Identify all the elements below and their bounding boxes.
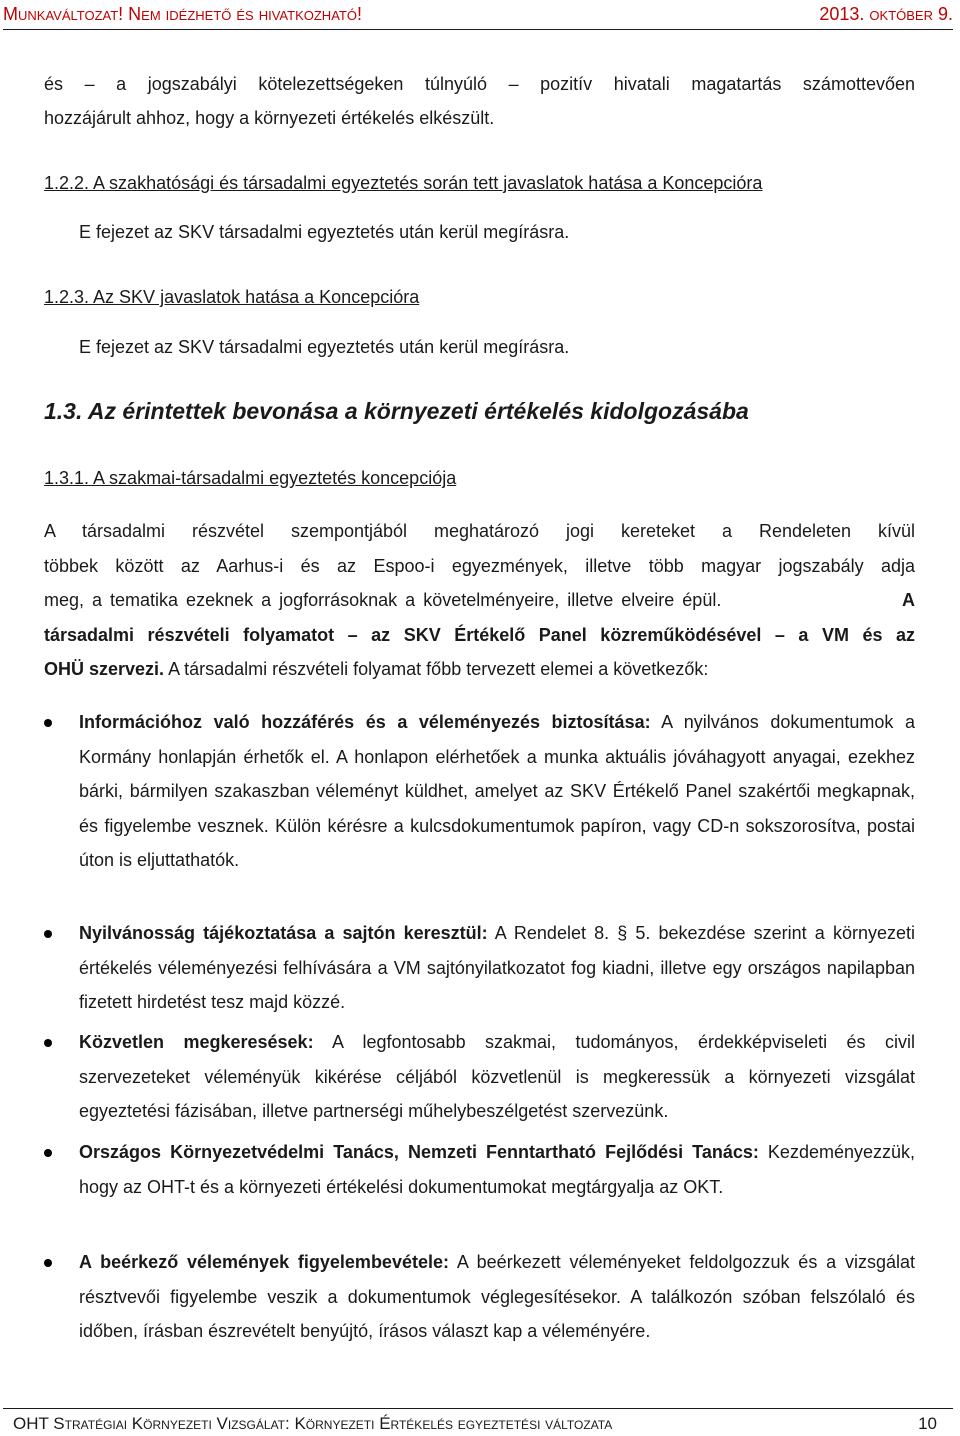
bullet-title: Nyilvánosság tájékoztatása a sajtón keresztül: [79, 923, 488, 943]
section-1-2-3-heading: 1.2.3. Az SKV javaslatok hatása a Koncepcióra [44, 287, 420, 307]
header-date: 2013. október 9. [819, 4, 953, 24]
bullet-title: Országos Környezetvédelmi Tanács, Nemzeti Fenntartható Fejlődési Tanács: [79, 1142, 759, 1162]
para-line-1: A társadalmi részvétel szempontjából meghatározó jogi kereteket a Rendeleten kívül [44, 521, 915, 541]
para-line-3-text: meg, a tematika ezeknek a jogforrásoknak a követelményeire, illetve elveire épül. [44, 590, 722, 610]
bullet-item-press [79, 916, 915, 1020]
intro-line-1: és – a jogszabályi kötelezettségeken túlnyúló – pozitív hivatali magatartás számottevően [44, 74, 915, 94]
bullet-dot [44, 1259, 52, 1267]
bullet-item-councils [79, 1135, 915, 1204]
section-1-2-2-heading: 1.2.2. A szakhatósági és társadalmi egyeztetés során tett javaslatok hatása a Koncepcióra [44, 173, 763, 193]
header-rule [3, 29, 953, 30]
bullet-item-direct-contact [79, 1025, 915, 1129]
bullet-title: Információhoz való hozzáférés és a véleményezés biztosítása: [79, 712, 651, 732]
bullet-title: A beérkező vélemények figyelembevétele: [79, 1252, 449, 1272]
bullet-item-access [79, 705, 915, 878]
bullet-dot [44, 1039, 52, 1047]
section-1-2-3-body: E fejezet az SKV társadalmi egyeztetés után kerül megírásra. [79, 337, 570, 357]
bullet-text: A nyilvános dokumentumok a Kormány honlapján érhetők el. A honlapon elérhetőek a munka aktuális jóváhagyott anyagai, ezekhez bárki, bármilyen szakaszban véleményt küldhet, amelyet az SKV Értékelő Panel szakértői megkapnak, és figyelembe vesznek. Külön kérésre a kulcsdokumentumok papíron, vagy CD-n sokszorosítva, postai úton is eljuttathatók. [79, 712, 915, 870]
footer-title: OHT Stratégiai Környezeti Vizsgálat: Környezeti Értékelés egyeztetési változata [13, 1414, 613, 1433]
bullet-item-feedback [79, 1245, 915, 1349]
section-1-3-heading: 1.3. Az érintettek bevonása a környezeti értékelés kidolgozásába [44, 398, 749, 424]
para-line-2: többek között az Aarhus-i és az Espoo-i egyezmények, illetve több magyar jogszabály adja [44, 556, 915, 576]
section-1-3-1-heading: 1.3.1. A szakmai-társadalmi egyeztetés koncepciója [44, 468, 457, 488]
bullet-title: Közvetlen megkeresések: [79, 1032, 314, 1052]
bullet-text: A beérkezett véleményeket feldolgozzuk és a vizsgálat résztvevői figyelembe veszik a dokumentumok véglegesítésekor. A találkozón szóban felszólaló és időben, írásban észrevételt benyújtó, írásos választ kap a véleményére. [79, 1252, 916, 1341]
bullet-text: A Rendelet 8. § 5. bekezdése szerint a környezeti értékelés véleményezési felhívására a VM sajtónyilatkozatot fog kiadni, illetve egy országos napilapban fizetett hirdetést tesz majd közzé. [79, 923, 915, 1012]
intro-line-2: hozzájárult ahhoz, hogy a környezeti értékelés elkészült. [44, 108, 495, 128]
page-footer [3, 1408, 953, 1436]
para-line-3 [44, 583, 915, 618]
bullet-text: A legfontosabb szakmai, tudományos, érdekképviseleti és civil szervezeteket véleményük kikérése céljából közvetlenül is megkeressük a környezeti vizsgálat egyeztetési fázisában, illetve partnerségi műhelybeszélgetést szervezünk. [79, 1032, 915, 1121]
para-line-5 [44, 652, 915, 687]
para-line-5-bold: OHÜ szervezi. [44, 659, 165, 679]
bullet-dot [44, 930, 52, 938]
page-number: 10 [918, 1414, 937, 1433]
section-1-2-2-body: E fejezet az SKV társadalmi egyeztetés után kerül megírásra. [79, 222, 570, 242]
page-header [3, 2, 953, 26]
header-status: Munkaváltozat! Nem idézhető és hivatkozható! [3, 4, 362, 24]
para-line-3-bold: A [902, 590, 915, 610]
para-line-4-bold: társadalmi részvételi folyamatot – az SKV Értékelő Panel közreműködésével – a VM és az [44, 625, 915, 645]
bullet-dot [44, 1149, 52, 1157]
bullet-dot [44, 719, 52, 727]
para-line-5-text: A társadalmi részvételi folyamat főbb tervezett elemei a következők: [168, 659, 709, 679]
bullet-text: Kezdeményezzük, hogy az OHT-t és a környezeti értékelési dokumentumokat megtárgyalja az OKT. [79, 1142, 915, 1197]
footer-rule [3, 1408, 953, 1409]
